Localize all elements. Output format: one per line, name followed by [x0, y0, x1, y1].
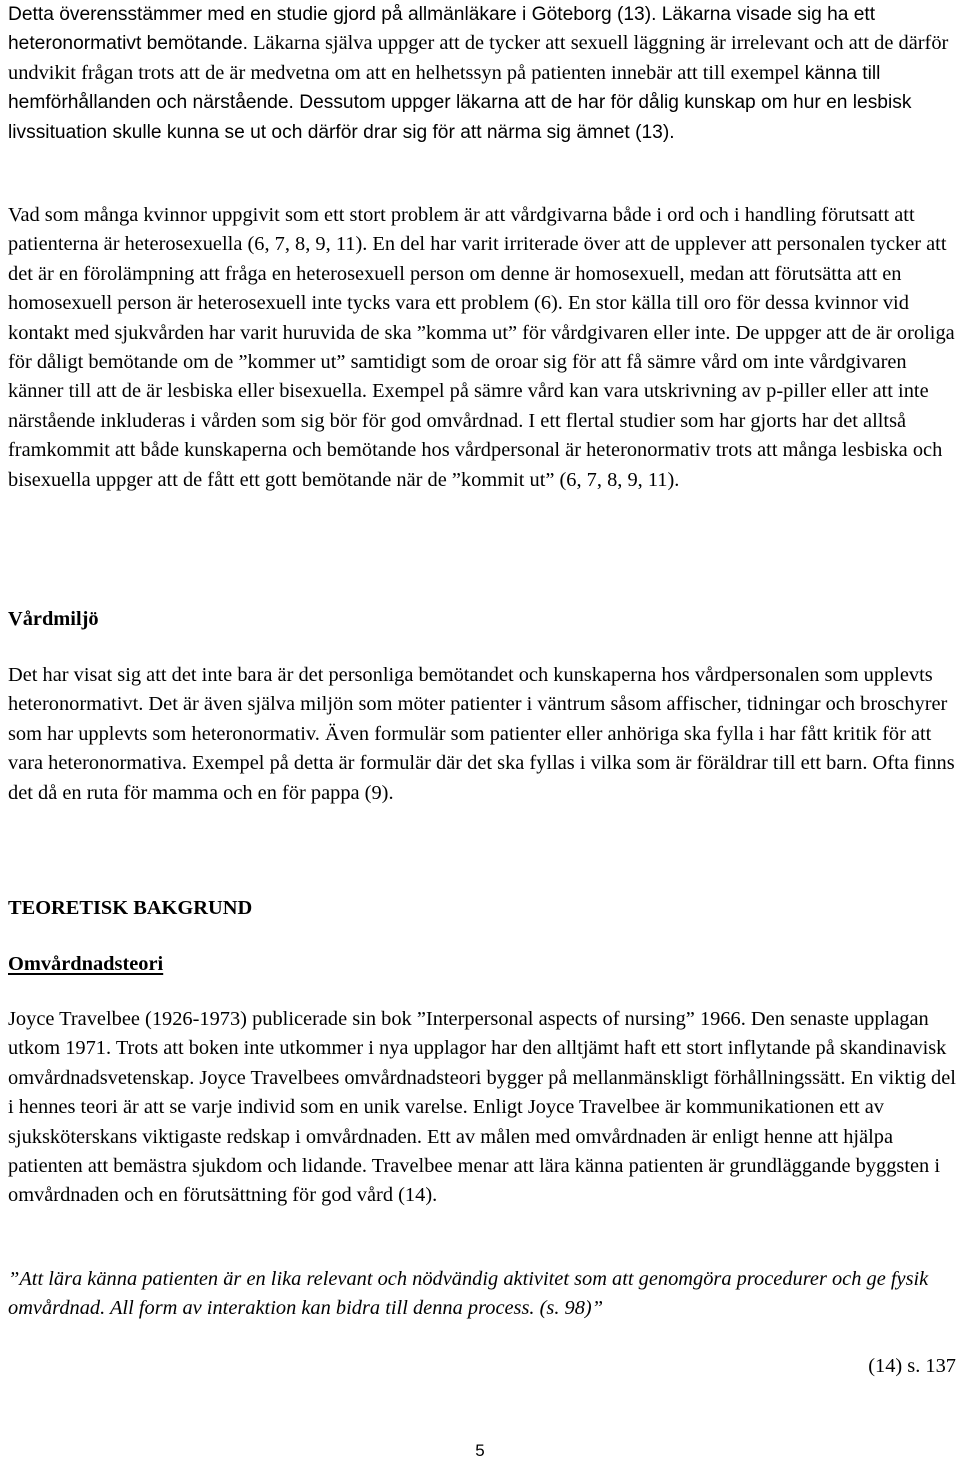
paragraph-travelbee: Joyce Travelbee (1926-1973) publicerade sin bok ”Interpersonal aspects of nursing” 1966. Den senaste upplagan utkom 1971. Trots att boken inte utkommer i nya upplagor har den alltjämt haft ett stort inflytande på skandinavisk omvårdnadsvetenskap. Joyce Travelbees omvårdnadsteori bygger på mellanmänskligt förhållningssätt. En viktig del i hennes teori är att se varje individ som en unik varelse. Enligt Joyce Travelbee är kommunikationen ett av sjuksköterskans viktigaste redskap i omvårdnaden. Ett av målen med omvårdnaden är enligt henne att hjälpa patienten att bemästra sjukdom och lidande. Travelbee menar att lära känna patienten är grundläggande byggsten i omvårdnaden och en förutsättning för god vård (14).: [8, 1008, 956, 1207]
travelbee-quote: ”Att lära känna patienten är en lika relevant och nödvändig aktivitet som att genomgöra procedurer och ge fysik omvårdnad. All form av interaktion kan bidra till denna process. (s. 98)”: [8, 1268, 929, 1320]
paragraph-vardmiljo: Det har visat sig att det inte bara är det personliga bemötandet och kunskaperna hos vårdpersonalen som upplevts heteronormativt. Det är även själva miljön som möter patienter i väntrum såsom affischer, tidningar och broschyrer som har upplevts som heteronormativ. Även formulär som patienter eller anhöriga ska fylla i har fått kritik för att vara heteronormativa. Exempel på detta är formulär där det ska fyllas i vilka som är föräldrar till ett barn. Ofta finns det då en ruta för mamma och en för pappa (9).: [8, 664, 955, 804]
paragraph-intro-part-1: Detta överensstämmer med en studie gjord på allmänläkare i Göteborg (13). Läkarna visade sig ha ett heteronormativt bemötande.: [8, 4, 876, 55]
paragraph-intro: [8, 0, 956, 147]
heading-teoretisk-bakgrund: TEORETISK BAKGRUND: [8, 897, 253, 919]
quote-citation: (14) s. 137: [868, 1355, 956, 1377]
heading-omvardnadsteori: Omvårdnadsteori: [8, 953, 164, 975]
paragraph-heteronormativity: Vad som många kvinnor uppgivit som ett stort problem är att vårdgivarna både i ord och i handling förutsatt att patienterna är heterosexuella (6, 7, 8, 9, 11). En del har varit irriterade över att de upplever att personalen tycker att det är en förolämpning att fråga en heterosexuell person om denne är homosexuell, medan att förutsätta att en homosexuell person är heterosexuell inte tycks vara ett problem (6). En stor källa till oro för dessa kvinnor vid kontakt med sjukvården har varit huruvida de ska ”komma ut” för vårdgivaren eller inte. De uppger att de är oroliga för dåligt bemötande om de ”kommer ut” samtidigt som de oroar sig för att få sämre vård om inte vårdgivaren känner till att de är lesbiska eller bisexuella. Exempel på sämre vård kan vara utskrivning av p-piller eller att inte närstående inkluderas i vården som sig bör för god omvårdnad. I ett flertal studier som har gjorts har det alltså framkommit att både kunskaperna och bemötande hos vårdpersonal är heteronormativ trots att många lesbiska och bisexuella uppger att de fått ett gott bemötande när de ”kommit ut” (6, 7, 8, 9, 11).: [8, 204, 955, 491]
paragraph-intro-part-2: Läkarna själva uppger att de tycker att sexuell läggning är irrelevant och att de därför undvikit frågan trots att de är medvetna om att en helhetssyn på patienten innebär att till exempel: [8, 32, 949, 84]
page-number: 5: [475, 1441, 485, 1460]
heading-vardmiljo: Vårdmiljö: [8, 608, 99, 630]
paragraph-intro-part-3: känna till hemförhållanden och närstående. Dessutom uppger läkarna att de har för dålig kunskap om hur en lesbisk livssituation skulle kunna se ut och därför drar sig för att närma sig ämnet (13).: [8, 62, 912, 143]
